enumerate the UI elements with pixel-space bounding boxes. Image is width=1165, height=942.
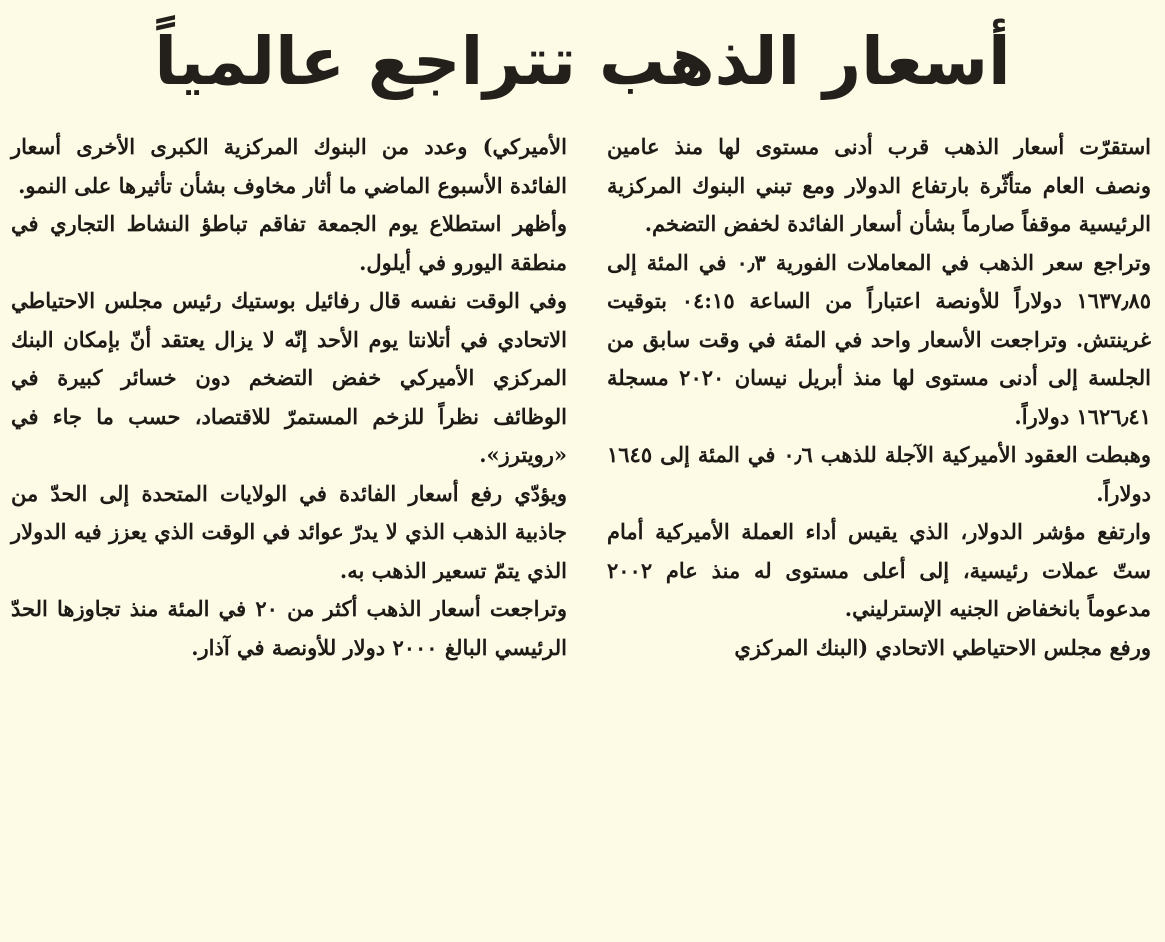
headline: أسعار الذهب تتراجع عالمياً (154, 23, 1011, 100)
paragraph: وفي الوقت نفسه قال رفائيل بوستيك رئيس مجلس الاحتياطي الاتحادي في أتلانتا يوم الأحد إنّه لا يزال يعتقد أنّ بإمكان البنك المركزي الأميركي خفض التضخم دون خسائر كبيرة في الوظائف نظراً للزخم المستمرّ للاقتصاد، حسب ما جاء في «رويترز». (11, 288, 567, 467)
paragraph: ورفع مجلس الاحتياطي الاتحادي (البنك المركزي (734, 634, 1151, 660)
paragraph: استقرّت أسعار الذهب قرب أدنى مستوى لها منذ عامين ونصف العام متأثّرة بارتفاع الدولار ومع تبني البنوك المركزية الرئيسية موقفاً صارماً بشأن أسعار الفائدة لخفض التضخم. (607, 134, 1151, 236)
paragraph: وهبطت العقود الأميركية الآجلة للذهب ٠٫٦ في المئة إلى ١٦٤٥ دولاراً. (607, 442, 1151, 506)
article-column-right (607, 128, 1151, 667)
paragraph: الأميركي) وعدد من البنوك المركزية الكبرى الأخرى أسعار الفائدة الأسبوع الماضي ما أثار مخاوف بشأن تأثيرها على النمو. (11, 134, 567, 198)
article-column-left (11, 128, 567, 667)
paragraph: وتراجعت أسعار الذهب أكثر من ٢٠ في المئة منذ تجاوزها الحدّ الرئيسي البالغ ٢٠٠٠ دولار للأونصة في آذار. (11, 596, 567, 660)
paragraph: ويؤدّي رفع أسعار الفائدة في الولايات المتحدة إلى الحدّ من جاذبية الذهب الذي لا يدرّ عوائد في الوقت الذي يعزز فيه الدولار الذي يتمّ تسعير الذهب به. (11, 480, 567, 583)
paragraph: وارتفع مؤشر الدولار، الذي يقيس أداء العملة الأميركية أمام ستّ عملات رئيسية، إلى أعلى مستوى له منذ عام ٢٠٠٢ مدعوماً بانخفاض الجنيه الإسترليني. (607, 519, 1151, 621)
paragraph: وتراجع سعر الذهب في المعاملات الفورية ٠٫٣ في المئة إلى ١٦٣٧٫٨٥ دولاراً للأونصة اعتباراً من الساعة ٠٤:١٥ بتوقيت غرينتش. وتراجعت الأسعار واحد في المئة في وقت سابق من الجلسة إلى أدنى مستوى لها منذ أبريل نيسان ٢٠٢٠ مسجلة ١٦٢٦٫٤١ دولاراً. (607, 249, 1152, 429)
paragraph: وأظهر استطلاع يوم الجمعة تفاقم تباطؤ النشاط التجاري في منطقة اليورو في أيلول. (11, 211, 567, 275)
